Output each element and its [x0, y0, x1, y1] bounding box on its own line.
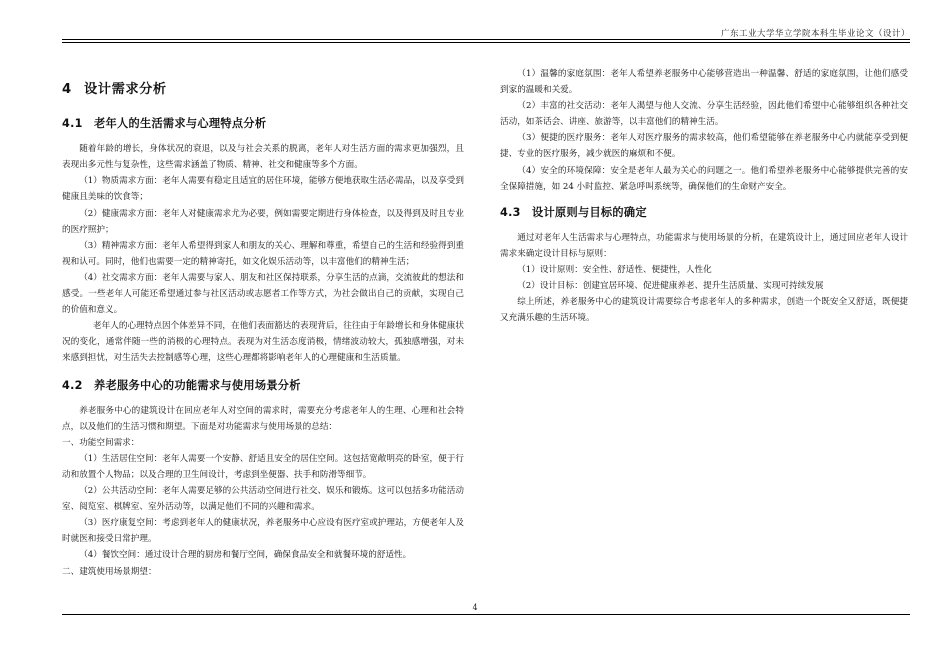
left-column: [62, 54, 464, 580]
paragraph: 二、建筑使用场景期望：: [62, 566, 157, 577]
section-title: 老年人的生活需求与心理特点分析: [94, 117, 267, 131]
paragraph: （2）健康需求方面：老年人对健康需求尤为必要，例如需要定期进行身体检查，以及得到及时且专业的医疗照护；: [62, 208, 464, 235]
paragraph: （4）餐饮空间：通过设计合理的厨房和餐厅空间，确保食品安全和就餐环境的舒适性。: [79, 550, 412, 561]
chapter-number: 4: [62, 82, 72, 97]
paragraph: 养老服务中心的建筑设计在回应老年人对空间的需求时，需要充分考虑老年人的生理、心理和社会特点，以及他们的生活习惯和期望。下面是对功能需求与使用场景的总结：: [62, 405, 464, 432]
section-title: 设计原则与目标的确定: [532, 205, 647, 219]
paragraph: 一、功能空间需求：: [62, 437, 140, 448]
paragraph: （3）医疗康复空间：考虑到老年人的健康状况，养老服务中心应设有医疗室或护理站，方便老年人及时就医和接受日常护理。: [62, 518, 464, 545]
paragraph: （1）设计原则：安全性、舒适性、便捷性，人性化: [517, 265, 712, 276]
section-title: 养老服务中心的功能需求与使用场景分析: [94, 378, 301, 392]
footer-rule: [62, 614, 910, 615]
section-number: 4.1: [62, 117, 83, 131]
paragraph: （3）便捷的医疗服务：老年人对医疗服务的需求较高，他们希望能够在养老服务中心内就能享受到便捷、专业的医疗服务，减少就医的麻烦和不便。: [500, 133, 908, 160]
running-header: 广东工业大学华立学院本科生毕业论文（设计）: [720, 29, 910, 39]
section-number: 4.2: [62, 378, 83, 392]
section-number: 4.3: [500, 205, 521, 219]
paragraph: （4）社交需求方面：老年人需要与家人、朋友和社区保持联系，分享生活的点滴，交流彼此的想法和感受。一些老年人可能还希望通过参与社区活动或志愿者工作等方式，为社会做出自己的贡献，实现自己的价值和意义。: [62, 272, 464, 316]
paragraph: （1）温馨的家庭氛围：老年人希望养老服务中心能够营造出一种温馨、舒适的家庭氛围，让他们感受到家的温暖和关爱。: [500, 69, 908, 96]
paragraph: 随着年龄的增长，身体状况的衰退，以及与社会关系的脱离，老年人对生活方面的需求更加强烈，且表现出多元性与复杂性，这些需求涵盖了物质、精神、社交和健康等多个方面。: [62, 144, 464, 171]
paragraph: 综上所述，养老服务中心的建筑设计需要综合考虑老年人的多种需求，创造一个既安全又舒适，既便捷又充满乐趣的生活环境。: [500, 297, 908, 324]
paragraph: （2）设计目标：创建宜居环境、促进健康养老、提升生活质量、实现可持续发展: [517, 281, 824, 292]
header-rule: [62, 39, 910, 43]
paragraph: （3）精神需求方面：老年人希望得到家人和朋友的关心、理解和尊重，希望自己的生活和经验得到重视和认可。同时，他们也需要一定的精神寄托，如文化娱乐活动等，以丰富他们的精神生活；: [62, 240, 464, 267]
section-heading: [500, 205, 908, 221]
paragraph: （2）丰富的社交活动：老年人渴望与他人交流、分享生活经验，因此他们希望中心能够组织各种社交活动，如茶话会、讲座、旅游等，以丰富他们的精神生活。: [500, 101, 908, 128]
right-column: [500, 66, 908, 326]
chapter-heading: [62, 82, 464, 98]
section-heading: [62, 116, 464, 132]
chapter-title: 设计需求分析: [84, 82, 167, 97]
paragraph: （1）物质需求方面：老年人需要有稳定且适宜的居住环境，能够方便地获取生活必需品，以及享受到健康且美味的饮食等；: [62, 176, 464, 203]
paragraph: 通过对老年人生活需求与心理特点，功能需求与使用场景的分析，在建筑设计上，通过回应老年人设计需求来确定设计目标与原则：: [500, 232, 908, 259]
paragraph: （1）生活居住空间：老年人需要一个安静、舒适且安全的居住空间。这包括宽敞明亮的卧室，便于行动和放置个人物品；以及合理的卫生间设计，考虑到坐便器、扶手和防滑等细节。: [62, 453, 464, 480]
paragraph: 老年人的心理特点因个体差异不同，在他们表面豁达的表现背后，往往由于年龄增长和身体健康状况的变化，通常伴随一些的消极的心理特点。表现为对生活态度消极，情绪波动较大，孤独感增强，对未来感到担忧，对生活失去控制感等心理，这些心理都将影响老年人的心理健康和生活质量。: [62, 321, 464, 364]
page-number: 4: [472, 603, 478, 612]
paragraph: （4）安全的环境保障：安全是老年人最为关心的问题之一。他们希望养老服务中心能够提供完善的安全保障措施，如 24 小时监控、紧急呼叫系统等，确保他们的生命财产安全。: [500, 165, 908, 192]
section-heading: [62, 378, 464, 394]
paragraph: （2）公共活动空间：老年人需要足够的公共活动空间进行社交、娱乐和锻炼。这可以包括多功能活动室、阅览室、棋牌室、室外活动等，以满足他们不同的兴趣和需求。: [62, 486, 464, 513]
